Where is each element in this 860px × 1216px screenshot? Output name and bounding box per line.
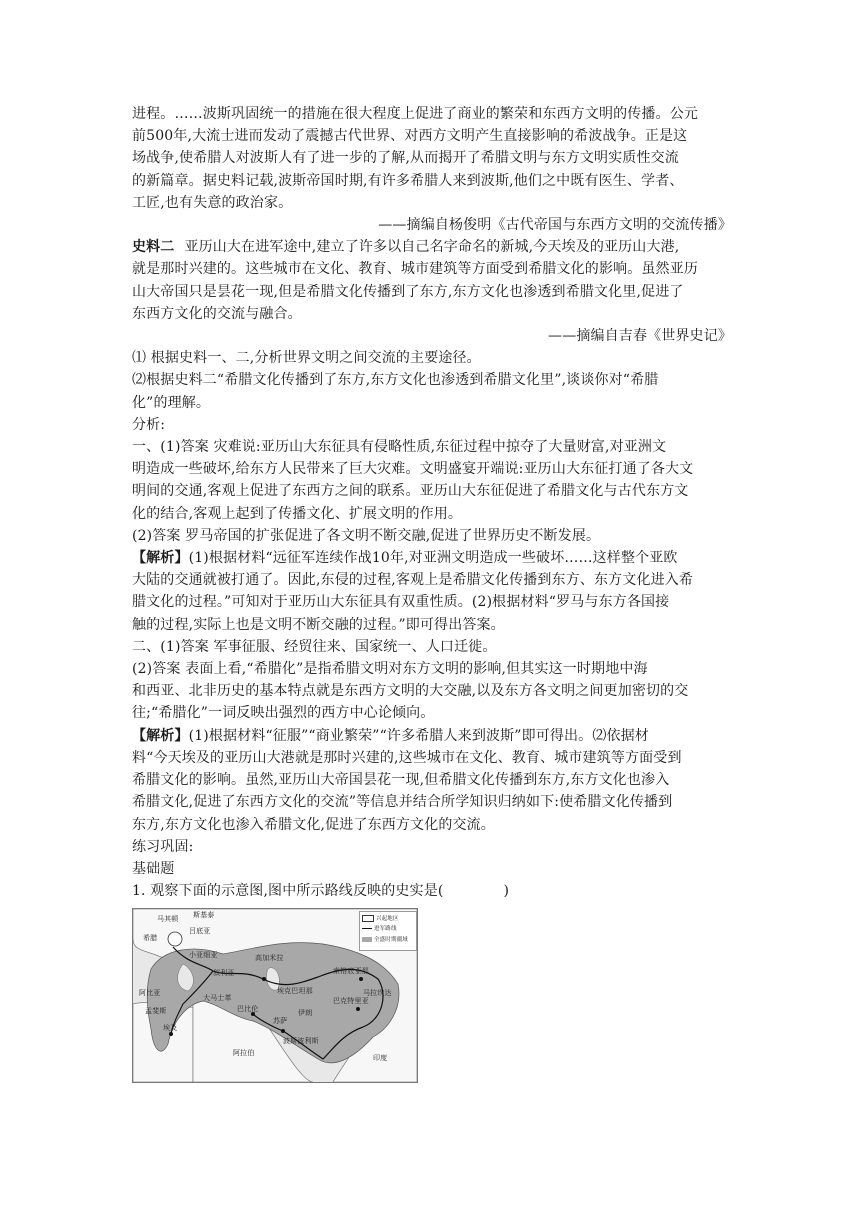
map-label: 吕底亚 bbox=[189, 927, 211, 936]
shiliao2-paragraph bbox=[132, 236, 732, 325]
shiliao1-paragraph bbox=[132, 103, 732, 214]
answer-2-2 bbox=[132, 658, 732, 725]
jiexi-label: 【解析】 bbox=[132, 727, 189, 744]
text-line: 明造成一些破坏,给东方人民带来了巨大灾难。文明盛宴开端说:亚历山大东征打通了各大文 bbox=[132, 461, 694, 478]
text-line: 就是那时兴建的。这些城市在文化、教育、城市建筑等方面受到希腊文化的影响。虽然亚历 bbox=[132, 261, 698, 278]
city-dot bbox=[169, 1032, 173, 1036]
map-label: 马其顿 bbox=[157, 915, 179, 924]
map-label: 巴比伦 bbox=[237, 1005, 259, 1014]
jiexi-label: 【解析】 bbox=[132, 550, 189, 567]
text-line: 东西方文化的交流与融合。 bbox=[132, 305, 302, 322]
jiexi-1 bbox=[132, 547, 732, 636]
map-label: 叙利亚 bbox=[213, 969, 235, 978]
map-label: 苏萨 bbox=[273, 1017, 288, 1026]
text-line: 触的过程,实际上也是文明不断交融的过程。”即可得出答案。 bbox=[132, 616, 505, 633]
map-label: 孟斐斯 bbox=[145, 1007, 167, 1016]
text-line: 腊文化的过程。”可知对于亚历山大东征具有双重性质。(2)根据材料“罗马与东方各国接 bbox=[132, 594, 670, 611]
document-body bbox=[132, 103, 732, 1083]
questions bbox=[132, 347, 732, 414]
text-line: 进程。……波斯巩固统一的措施在很大程度上促进了商业的繁荣和东西方文明的传播。公元 bbox=[132, 106, 698, 122]
text-line: 亚历山大在进军途中,建立了许多以自己名字命名的新城,今天埃及的亚历山大港, bbox=[184, 239, 680, 256]
map-label: 埃及 bbox=[163, 1024, 178, 1033]
answer-1-1 bbox=[132, 436, 732, 525]
legend-item: 进军路线 bbox=[362, 926, 397, 932]
jiexi-2 bbox=[132, 725, 732, 836]
text-line: (2)答案 表面上看,“希腊化”是指希腊文明对东方文明的影响,但其实这一时期地中海 bbox=[132, 661, 648, 678]
city-dot bbox=[359, 977, 363, 981]
text-line: 大陆的交通就被打通了。因此,东侵的过程,客观上是希腊文化传播到东方、东方文化进入希 bbox=[132, 572, 694, 589]
question-line: 化”的理解。 bbox=[132, 394, 211, 411]
city-dot bbox=[262, 977, 266, 981]
text-line: 山大帝国只是昙花一现,但是希腊文化传播到了东方,东方文化也渗透到希腊文化里,促进了 bbox=[132, 283, 684, 300]
map-label: 马拉坎达 bbox=[363, 989, 392, 998]
map-label: 埃克巴坦那 bbox=[277, 987, 313, 996]
alexander-campaign-map bbox=[132, 908, 418, 1083]
map-label: 印度 bbox=[373, 1054, 388, 1063]
map-label: 巴克特里亚 bbox=[333, 997, 369, 1006]
question-1-text: 1. 观察下面的示意图,图中所示路线反映的史实是( bbox=[132, 883, 444, 900]
question-1-end: ) bbox=[503, 883, 510, 900]
text-line: 希腊文化的影响。虽然,亚历山大帝国昙花一现,但希腊文化传播到东方,东方文化也渗入 bbox=[132, 772, 670, 789]
answer-1-2: (2)答案 罗马帝国的扩张促进了各文明不断交融,促进了世界历史不断发展。 bbox=[132, 527, 601, 544]
city-dot bbox=[281, 1029, 285, 1033]
practice-label: 练习巩固: bbox=[132, 838, 194, 855]
legend-swatch bbox=[362, 915, 374, 922]
analysis-label: 分析: bbox=[132, 416, 166, 433]
text-line: 和西亚、北非历史的基本特点就是东西方文明的大交融,以及东方各文明之间更加密切的交 bbox=[132, 683, 689, 700]
map-legend bbox=[359, 911, 417, 951]
source-citation-2: ——摘编自吉春《世界史记》 bbox=[548, 328, 732, 345]
legend-swatch bbox=[362, 937, 372, 942]
text-line: 料“今天埃及的亚历山大港就是那时兴建的,这些城市在文化、教育、城市建筑等方面受到 bbox=[132, 749, 682, 766]
city-dot bbox=[356, 1007, 360, 1011]
text-line: 往;“希腊化”一词反映出强烈的西方中心论倾向。 bbox=[132, 705, 435, 722]
text-line: 前500年,大流士进而发动了震撼古代世界、对西方文明产生直接影响的希波战争。正是这 bbox=[132, 128, 688, 145]
map-label: 阿拉伯 bbox=[233, 1049, 255, 1058]
text-line: 化的结合,客观上起到了传播文化、扩展文明的作用。 bbox=[132, 505, 463, 522]
map-label: 伊朗 bbox=[298, 1009, 313, 1018]
question-line: ⑴ 根据史料一、二,分析世界文明之间交流的主要途径。 bbox=[132, 350, 481, 367]
source-citation-1: ——摘编自杨俊明《古代帝国与东西方文明的交流传播》 bbox=[378, 217, 732, 234]
question-1 bbox=[132, 880, 732, 902]
text-line: 东方,东方文化也渗入希腊文化,促进了东西方文化的交流。 bbox=[132, 816, 495, 833]
map-label: 小亚细亚 bbox=[189, 951, 218, 960]
text-line: (1)根据材料“征服”“商业繁荣”“许多希腊人来到波斯”即可得出。⑵依据材 bbox=[188, 727, 649, 744]
origin-region bbox=[168, 932, 182, 946]
map-label: 高加米拉 bbox=[255, 954, 284, 963]
question-line: ⑵根据史料二“希腊文化传播到了东方,东方文化也渗透到希腊文化里”,谈谈你对“希腊 bbox=[132, 372, 659, 389]
basic-label: 基础题 bbox=[132, 860, 175, 877]
map-label: 希腊 bbox=[143, 934, 158, 943]
text-line: 一、(1)答案 灾难说:亚历山大东征具有侵略性质,东征过程中掠夺了大量财富,对亚洲文 bbox=[132, 439, 667, 456]
text-line: 明间的交通,客观上促进了东西方之间的联系。亚历山大东征促进了希腊文化与古代东方文 bbox=[132, 483, 689, 500]
text-line: 的新篇章。据史料记载,波斯帝国时期,有许多希腊人来到波斯,他们之中既有医生、学者、 bbox=[132, 172, 684, 189]
shiliao2-label: 史料二 bbox=[132, 239, 175, 256]
map-label: 波斯波利斯 bbox=[283, 1037, 319, 1046]
text-line: 场战争,使希腊人对波斯人有了进一步的了解,从而揭开了希腊文明与东方文明实质性交流 bbox=[132, 150, 679, 167]
text-line: 希腊文化,促进了东西方文化的交流”等信息并结合所学知识归纳如下:使希腊文化传播到 bbox=[132, 794, 673, 811]
text-line: (1)根据材料“远征军连续作战10年,对亚洲文明造成一些破坏……这样整个亚欧 bbox=[188, 550, 678, 567]
map-label: 阿比亚 bbox=[139, 989, 161, 998]
map-label: 斯基泰 bbox=[193, 911, 215, 920]
map-label: 索格底亚那 bbox=[333, 967, 369, 976]
legend-item: 全盛时期疆域 bbox=[362, 937, 408, 943]
legend-swatch bbox=[362, 928, 372, 929]
map-label: 大马士革 bbox=[203, 994, 232, 1003]
answer-2-1: 二、(1)答案 军事征服、经贸往来、国家统一、人口迁徙。 bbox=[132, 638, 497, 655]
text-line: 工匠,也有失意的政治家。 bbox=[132, 194, 293, 211]
legend-item: 兴起地区 bbox=[362, 915, 399, 922]
